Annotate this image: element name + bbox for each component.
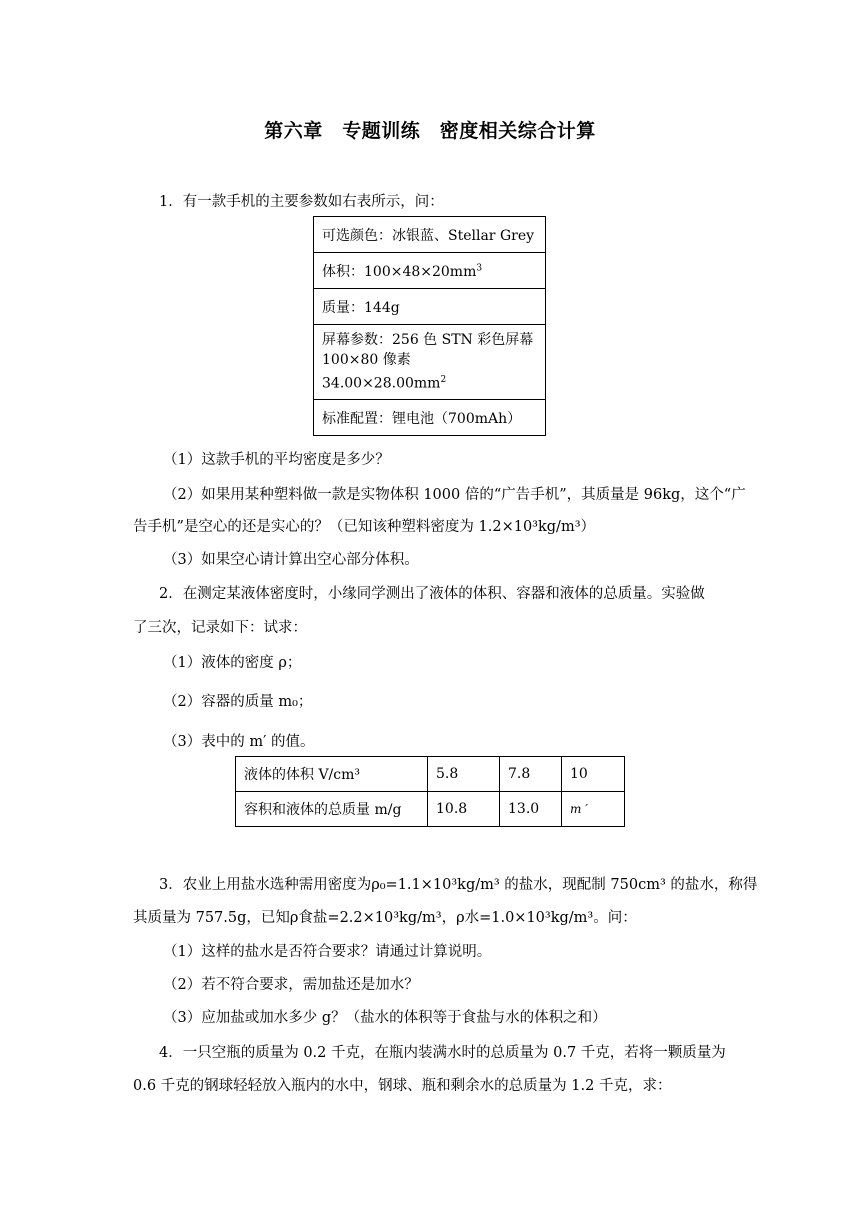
phone-spec-table <box>313 216 546 436</box>
page-title: 第六章 专题训练 密度相关综合计算 <box>264 120 596 142</box>
cell-volume-2: 7.8 <box>500 757 562 792</box>
q1-stem: 1．有一款手机的主要参数如右表所示，问： <box>159 194 444 210</box>
header-mass: 容积和液体的总质量 m/g <box>236 792 428 827</box>
q3-stem-line2: 其质量为 757.5g，已知ρ食盐=2.2×10³kg/m³，ρ水=1.0×10³kg/m³。问： <box>133 910 637 926</box>
q1-sub2-line1: （2）如果用某种塑料做一款是实物体积 1000 倍的“广告手机”，其质量是 96kg，这个“广 <box>163 487 746 503</box>
q2-stem-line1: 2．在测定某液体密度时，小缘同学测出了液体的体积、容器和液体的总质量。实验做 <box>159 586 705 602</box>
q1-sub1: （1）这款手机的平均密度是多少？ <box>163 452 390 468</box>
q2-sub2: （2）容器的质量 m₀； <box>163 694 313 710</box>
header-volume: 液体的体积 V/cm³ <box>236 757 428 792</box>
q4-stem-line1: 4．一只空瓶的质量为 0.2 千克，在瓶内装满水时的总质量为 0.7 千克，若将一颗质量为 <box>159 1045 726 1061</box>
q1-sub2-line2: 告手机”是空心的还是实心的？（已知该种塑料密度为 1.2×10³kg/m³） <box>133 519 596 535</box>
q2-sub3: （3）表中的 m′ 的值。 <box>163 734 315 750</box>
q2-stem-line2: 了三次，记录如下：试求： <box>133 620 307 636</box>
spec-battery: 标准配置：锂电池（700mAh） <box>314 400 546 436</box>
liquid-data-table <box>235 756 625 827</box>
q2-sub1: （1）液体的密度 ρ； <box>163 655 302 671</box>
spec-screen: 屏幕参数：256 色 STN 彩色屏幕 100×80 像素 $34.00\times 28.00mm^2$ <box>314 325 546 400</box>
q1-sub3: （3）如果空心请计算出空心部分体积。 <box>163 552 419 568</box>
q3-sub3: （3）应加盐或加水多少 g？（盐水的体积等于食盐与水的体积之和） <box>163 1010 607 1026</box>
cell-mass-3: m ′ <box>562 792 625 827</box>
spec-volume: 体积：$100\times 48\times 20mm^3$ <box>314 253 546 289</box>
cell-volume-1: 5.8 <box>428 757 500 792</box>
q3-stem-line1: 3．农业上用盐水选种需用密度为ρ₀=1.1×10³kg/m³ 的盐水，现配制 750cm³ 的盐水，称得 <box>159 877 758 893</box>
cell-mass-2: 13.0 <box>500 792 562 827</box>
spec-colors: 可选颜色：冰银蓝、Stellar Grey <box>314 217 546 253</box>
q3-sub1: （1）这样的盐水是否符合要求？请通过计算说明。 <box>163 944 492 960</box>
cell-volume-3: 10 <box>562 757 625 792</box>
q4-stem-line2: 0.6 千克的钢球轻轻放入瓶内的水中，钢球、瓶和剩余水的总质量为 1.2 千克，求： <box>133 1078 672 1094</box>
cell-mass-1: 10.8 <box>428 792 500 827</box>
spec-mass: 质量：144g <box>314 289 546 325</box>
q3-sub2: （2）若不符合要求，需加盐还是加水？ <box>163 977 419 993</box>
